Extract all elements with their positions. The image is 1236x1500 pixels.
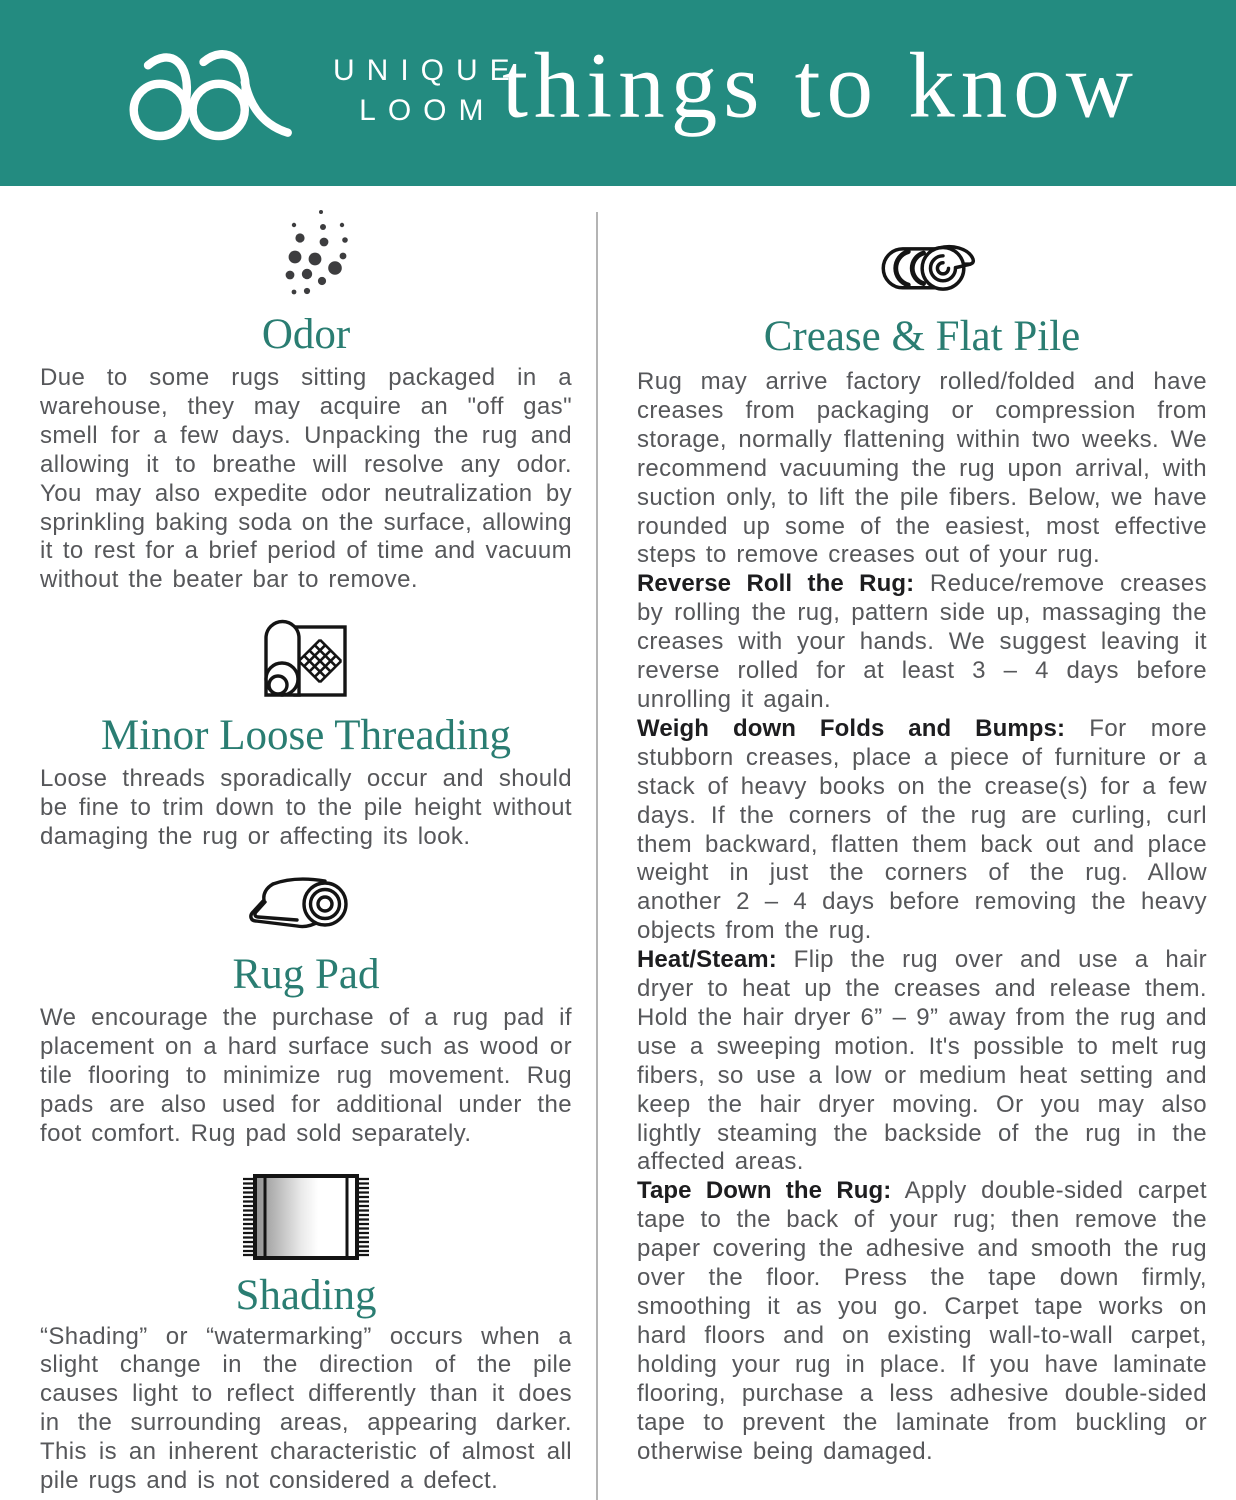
- rugpad-icon-row: [40, 874, 572, 936]
- step-text: Reduce/remove creases by rolling the rug, pattern side up, massaging the creases with your hands. We suggest leaving it reverse rolled for at least 3 – 4 days before unrolling it again.: [637, 570, 1207, 713]
- section-crease: [637, 244, 1207, 1466]
- section-shading: [40, 1173, 572, 1496]
- step-label: Weigh down Folds and Bumps:: [637, 714, 1066, 742]
- section-body-threading: Loose threads sporadically occur and should be fine to trim down to the pile height without damaging the rug or affecting its look.: [40, 765, 572, 851]
- step-text: Flip the rug over and use a hair dryer to heat up the creases and release them. Hold the hair dryer 6” – 9” away from the rug and use a sweeping motion. It's possible to melt rug fibers, so use a low or medium heat setting and keep the hair dryer moving. Or you may also lightly steaming the backside of the rug in the affected areas.: [637, 946, 1207, 1176]
- rolled-rug-weave-icon: [258, 611, 354, 703]
- left-column: [40, 186, 572, 1496]
- brand-line-2: LOOM: [359, 94, 496, 127]
- step-weigh-down: [637, 715, 1207, 946]
- shading-icon-row: [40, 1173, 572, 1261]
- unique-loom-logo-icon: [104, 30, 309, 152]
- column-divider: [596, 212, 598, 1500]
- step-reverse-roll: [637, 570, 1207, 715]
- step-label: Heat/Steam:: [637, 946, 777, 974]
- brand-line-1: UNIQUE: [333, 54, 522, 87]
- section-heading-rugpad: Rug Pad: [232, 950, 380, 998]
- section-rugpad: [40, 874, 572, 1149]
- step-text: Apply double-sided carpet tape to the back of your rug; then remove the paper covering the adhesive and smooth the rug over the floor. Press the tape down firmly, smoothing it as you go. Carpet tape works on hard floors and on existing wall-to-wall carpet, holding your rug in place. If you have laminate flooring, purchase a less adhesive double-sided tape to prevent the laminate from buckling or otherwise being damaged.: [637, 1177, 1207, 1465]
- step-label: Tape Down the Rug:: [637, 1177, 892, 1205]
- section-heading-odor: Odor: [261, 311, 351, 358]
- section-heading-shading: Shading: [235, 1271, 377, 1319]
- right-column: [637, 186, 1207, 1466]
- header-banner: [0, 0, 1236, 186]
- section-intro-crease: Rug may arrive factory rolled/folded and have creases from packaging or compression from storage, normally flattening within two weeks. We recommend vacuuming the rug upon arrival, with suction only, to lift the pile fibers. Below, we have rounded up some of the easiest, most effective steps to remove creases out of your rug.: [637, 368, 1207, 569]
- step-heat-steam: [637, 946, 1207, 1177]
- section-heading-threading: Minor Loose Threading: [100, 712, 511, 760]
- section-body-shading: “Shading” or “watermarking” occurs when a slight change in the direction of the pile causes light to reflect differently than it does in the surrounding areas, appearing darker. This is an inherent characteristic of almost all pile rugs and is not considered a defect.: [40, 1322, 572, 1495]
- rolled-rug-side-icon: [865, 244, 980, 294]
- section-odor: [40, 204, 572, 595]
- crease-icon-row: [637, 244, 1207, 294]
- fringed-rug-shading-icon: [241, 1173, 371, 1261]
- section-threading: [40, 611, 572, 852]
- odor-icon-row: [40, 204, 572, 300]
- section-body-rugpad: We encourage the purchase of a rug pad if placement on a hard surface such as wood or tile flooring to minimize rug movement. Rug pads are also used for additional under the foot comfort. Rug pad sold separately.: [40, 1003, 572, 1147]
- step-label: Reverse Roll the Rug:: [637, 570, 915, 598]
- page-title: things to know: [502, 34, 1139, 138]
- step-tape-down: [637, 1177, 1207, 1466]
- section-heading-crease: Crease & Flat Pile: [763, 313, 1081, 360]
- odor-specks-icon: [256, 204, 356, 300]
- threading-icon-row: [40, 611, 572, 703]
- step-text: For more stubborn creases, place a piece of furniture or a stack of heavy books on the crease(s) for a few days. If the corners of the rug are curling, curl them backward, flatten them back out and place weight in just the corners of the rug. Allow another 2 – 4 days before removing the heavy objects from the rug.: [637, 714, 1207, 945]
- rug-pad-roll-icon: [247, 874, 365, 936]
- section-body-odor: Due to some rugs sitting packaged in a warehouse, they may acquire an "off gas" smell for a few days. Unpacking the rug and allowing it to breathe will resolve any odor. You may also expedite odor neutralization by sprinkling baking soda on the surface, allowing it to rest for a brief period of time and vacuum without the beater bar to remove.: [40, 364, 572, 594]
